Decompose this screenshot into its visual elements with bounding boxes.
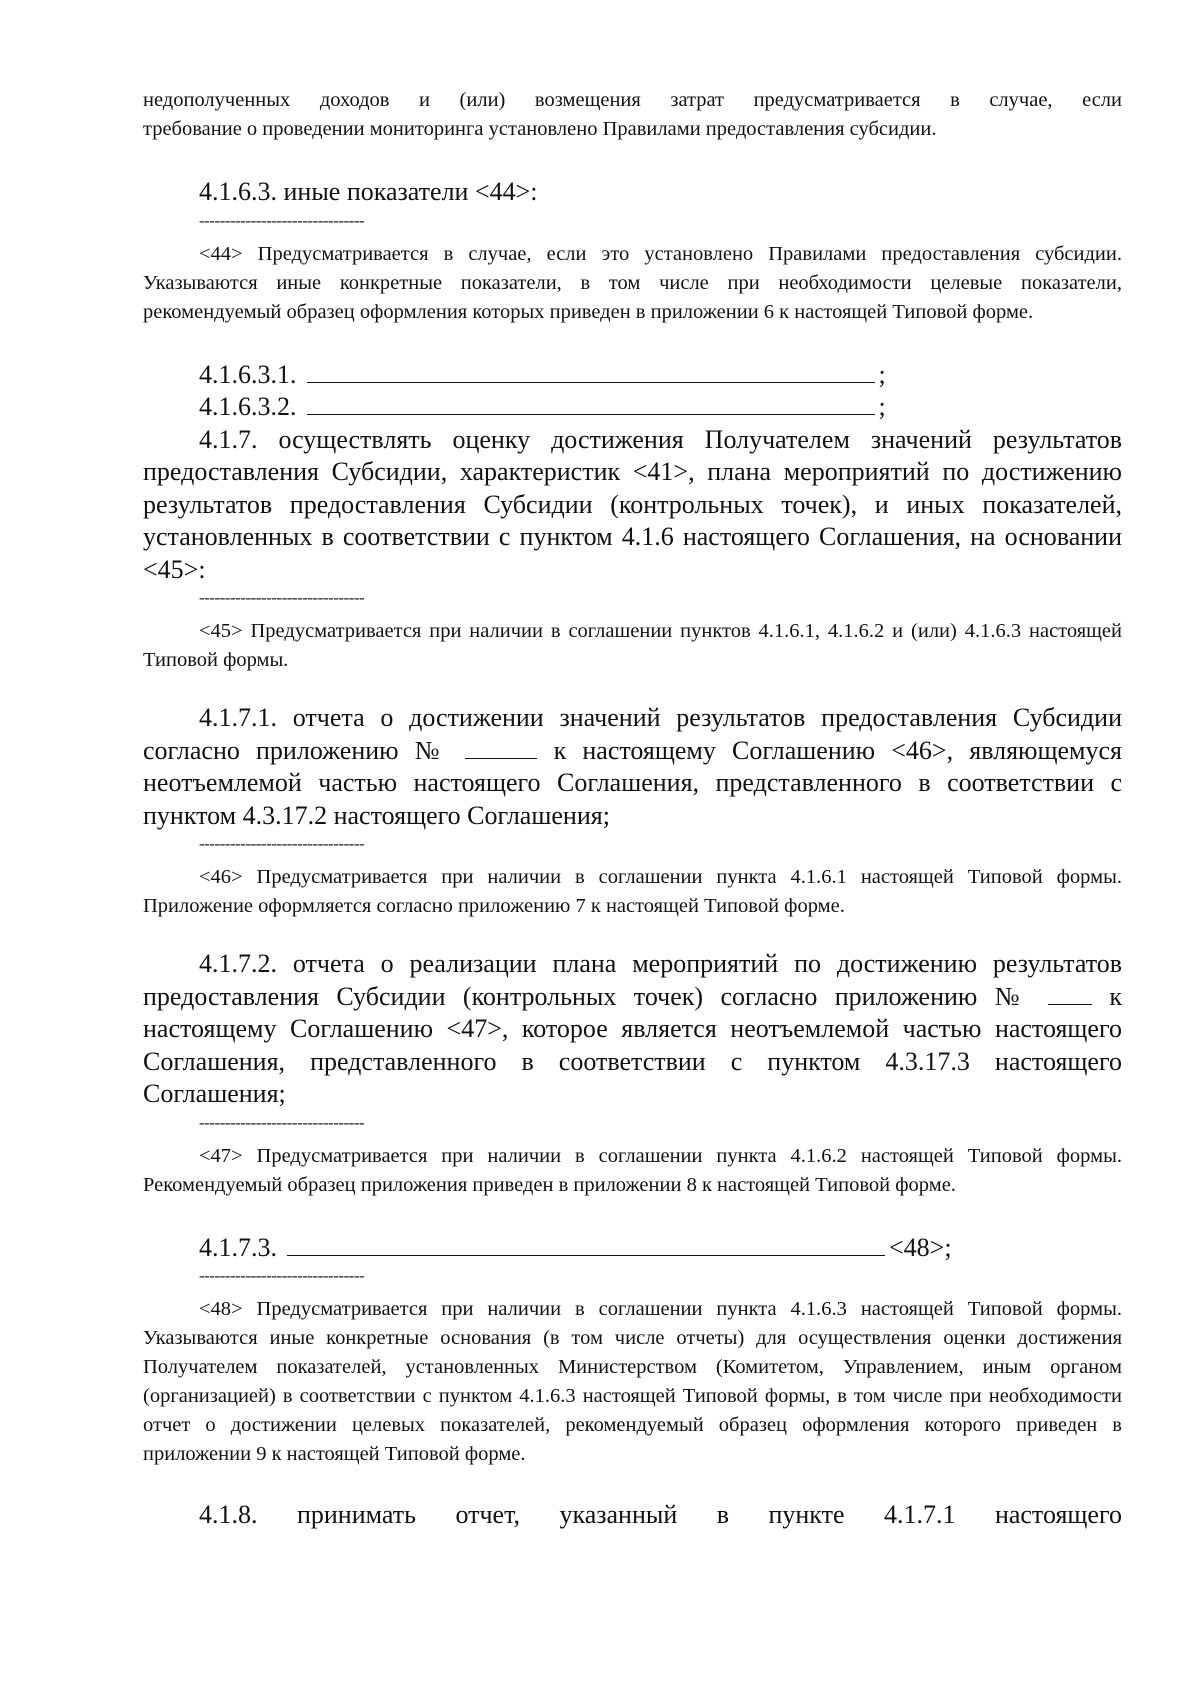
item-4-1-7-3-label: 4.1.7.3. [199, 1232, 277, 1262]
item-4-1-7-2-part1: 4.1.7.2. отчета о реализации плана мероприятий по достижению результатов предоставления Субсидии (контрольных точек) согласно приложению № [143, 949, 1122, 1011]
item-4-1-7-1-part2: к настоящему Соглашению <46>, являющемуся неотъемлемой частью настоящего Соглашения, представленного в соответствии с пунктом 4.3.17.2 настоящего Соглашения; [143, 735, 1122, 830]
item-4-1-7: 4.1.7. осуществлять оценку достижения Получателем значений результатов предоставления Субсидии, характеристик <41>, плана мероприятий по достижению результатов предоставления Субсидии (контрольных точек), и иных показателей, установленных в соответствии с пунктом 4.1.6 настоящего Соглашения, на основании <45>: [143, 424, 1122, 584]
item-4-1-6-3-2-blank[interactable] [307, 392, 875, 415]
appendix-number-blank-1[interactable] [465, 736, 537, 759]
footnote-45: <45> Предусматривается при наличии в соглашении пунктов 4.1.6.1, 4.1.6.2 и (или) 4.1.6.3 настоящей Типовой формы. [143, 620, 1122, 671]
item-4-1-7-2-part2: к настоящему Соглашению <47>, которое является неотъемлемой частью настоящего Соглашения, представленного в соответствии с пунктом 4.3.17.3 настоящего Соглашения; [143, 981, 1123, 1108]
footnote-separator: -------------------------------- [199, 1112, 365, 1132]
item-4-1-8: 4.1.8. принимать отчет, указанный в пункте 4.1.7.1 настоящего [199, 1500, 1122, 1529]
item-4-1-7-3-blank[interactable] [287, 1233, 885, 1256]
item-4-1-7-1-part1: 4.1.7.1. отчета о достижении значений результатов предоставления Субсидии согласно приложению № [143, 703, 1122, 765]
footnote-48: <48> Предусматривается при наличии в соглашении пункта 4.1.6.3 настоящей Типовой формы. Указываются иные конкретные основания (в том числе отчеты) для осуществления оценки достижения Получателем показателей, установленных Министерством (Комитетом, Управлением, иным органом (организацией) в соответствии с пунктом 4.1.6.3 настоящей Типовой формы, в том числе при необходимости отчет о достижении целевых показателей, рекомендуемый образец оформления которого приведен в приложении 9 к настоящей Типовой форме. [143, 1298, 1122, 1465]
footnote-separator: -------------------------------- [199, 834, 365, 853]
item-4-1-6-3: 4.1.6.3. иные показатели <44>: [199, 177, 538, 206]
item-4-1-6-3-2-label: 4.1.6.3.2. [199, 392, 297, 421]
item-4-1-6-3-1-end: ; [878, 359, 886, 389]
footnote-47: <47> Предусматривается при наличии в соглашении пункта 4.1.6.2 настоящей Типовой формы. Рекомендуемый образец приложения приведен в приложении 8 к настоящей Типовой форме. [143, 1144, 1122, 1196]
footnote-separator: -------------------------------- [199, 588, 365, 607]
item-4-1-7-3-end: <48>; [889, 1232, 952, 1262]
footnote-44: <44> Предусматривается в случае, если это установлено Правилами предоставления субсидии. Указываются иные конкретные показатели, в том числе при необходимости целевые показатели, рекомендуемый образец оформления которых приведен в приложении 6 к настоящей Типовой форме. [143, 242, 1122, 323]
item-4-1-6-3-1-label: 4.1.6.3.1. [199, 359, 297, 389]
item-4-1-6-3-2-end: ; [878, 392, 886, 421]
appendix-number-blank-2[interactable] [1048, 982, 1092, 1005]
item-4-1-7-1 [143, 702, 1122, 832]
item-4-1-7-3 [143, 1232, 1139, 1265]
item-4-1-6-3-2 [143, 391, 1139, 424]
footnote-separator: -------------------------------- [199, 1266, 365, 1285]
footnote-separator: -------------------------------- [199, 210, 365, 230]
footnote-46: <46> Предусматривается при наличии в соглашении пункта 4.1.6.1 настоящей Типовой формы. Приложение оформляется согласно приложению 7 к настоящей Типовой форме. [143, 866, 1122, 917]
item-4-1-6-3-1 [143, 359, 1139, 392]
item-4-1-7-2 [143, 948, 1122, 1111]
fragment-top-line1: недополученных доходов и (или) возмещения затрат предусматривается в случае, если [143, 89, 1122, 111]
item-4-1-6-3-1-blank[interactable] [307, 360, 875, 383]
fragment-top-line2: требование о проведении мониторинга установлено Правилами предоставления субсидии. [143, 118, 937, 140]
